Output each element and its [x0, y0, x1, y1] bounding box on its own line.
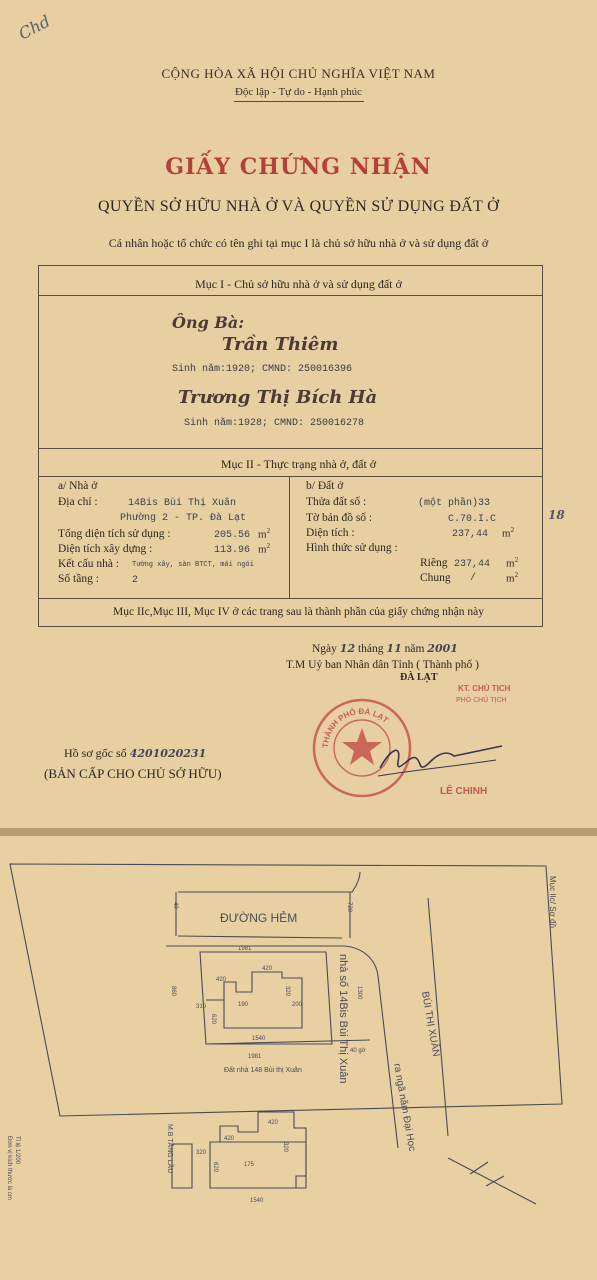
build-area-label: Diện tích xây dựng :	[58, 543, 153, 555]
margin-note: 18	[548, 508, 565, 522]
total-area-label: Tổng diện tích sử dụng :	[58, 528, 171, 540]
signer-name: LÊ CHINH	[440, 786, 488, 797]
plot-label: Thửa đất số :	[306, 496, 367, 508]
total-area-value: 205.56	[214, 530, 251, 541]
private-unit: $m^2$	[506, 556, 519, 570]
address-line2: Phường 2 - TP. Đà Lạt	[120, 513, 247, 524]
house-label: a/ Nhà ở	[58, 480, 98, 492]
owner2-info: Sinh năm:1928; CMND: 250016278	[184, 418, 365, 429]
street-label: BÙI THỊ XUÂN	[419, 990, 442, 1058]
side-label: Mục IIc/ Sơ đồ	[548, 876, 557, 928]
dim-310: 310	[196, 1004, 207, 1010]
dim-860: 860	[170, 986, 176, 997]
section1-heading: Mục I - Chủ sở hữu nhà ở và sử dụng đất ở	[195, 277, 402, 291]
area-unit: $m^2$	[502, 526, 515, 540]
dim-320: 320	[284, 986, 290, 997]
scale-note: Đơn vị kích thước là cm	[6, 1136, 12, 1200]
republic-header: CỘNG HÒA XÃ HỘI CHỦ NGHĨA VIỆT NAM	[161, 66, 436, 81]
certificate-table	[38, 265, 543, 627]
land-label: b/ Đất ở	[306, 480, 344, 492]
copy-note: (BẢN CẤP CHO CHỦ SỞ HỮU)	[44, 766, 222, 781]
dim-620: 620	[210, 1014, 216, 1025]
city: ĐÀ LẠT	[400, 672, 438, 683]
structure-value: Tường xây, sàn BTCT, mái ngói	[132, 561, 254, 569]
upper-plan-label: M.B TẦNG LẦU	[166, 1124, 173, 1174]
upper-floor	[210, 1112, 306, 1188]
section2-heading: Mục II - Thực trạng nhà ở, đất ở	[220, 457, 377, 471]
map-label: Tờ bản đồ số :	[306, 512, 373, 524]
record-line: Hồ sơ gốc số 4201020231	[64, 746, 207, 760]
scale-ratio: Tỉ lệ 1/200	[14, 1136, 20, 1165]
dim-40: 40	[172, 902, 178, 909]
dim-inner: 1540	[252, 1036, 266, 1042]
upper-outline	[210, 1142, 306, 1188]
dim-720: 720	[346, 902, 352, 913]
dim-200: 200	[292, 1002, 303, 1008]
handwritten-initial: Chd	[15, 11, 54, 44]
address-label: Địa chỉ :	[58, 496, 98, 508]
upper-balcony	[172, 1144, 192, 1188]
area-label: Diện tích :	[306, 527, 355, 539]
usage-label: Hình thức sử dụng :	[306, 542, 398, 554]
private-label: Riêng	[420, 557, 448, 569]
dim-top: 1981	[238, 946, 252, 952]
total-area-unit: $m^2$	[258, 527, 271, 541]
salutation: Ông Bà:	[172, 313, 245, 332]
north-arrow	[448, 1158, 536, 1204]
upper-dim-420b: 420	[268, 1120, 279, 1126]
neighbor-label: Đất nhà 148 Bùi thị Xuân	[224, 1067, 302, 1074]
column-divider	[289, 476, 290, 598]
structure-label: Kết cấu nhà :	[58, 558, 119, 570]
address-line1: 14Bis Bùi Thị Xuân	[128, 498, 237, 509]
alley-label: ĐƯỜNG HẺM	[220, 911, 298, 925]
floors-label: Số tầng :	[58, 573, 99, 585]
house-number-label: nhà số 14Bis Bùi Thị Xuân	[337, 954, 349, 1084]
dim-420a: 420	[216, 977, 227, 983]
motto-underline	[234, 101, 364, 102]
page-divider	[0, 828, 597, 836]
certificate-subtitle: QUYỀN SỞ HỮU NHÀ Ở VÀ QUYỀN SỬ DỤNG ĐẤT Ở	[98, 198, 499, 215]
alley-edge	[178, 872, 360, 892]
owner1-info: Sinh năm:1920; CMND: 250016396	[172, 364, 353, 375]
dim-depth: 1300	[356, 986, 362, 1000]
motto: Độc lập - Tự do - Hạnh phúc	[234, 86, 363, 98]
shared-label: Chung	[420, 572, 451, 584]
area-value: 237,44	[452, 529, 489, 540]
plot-value: (một phần)33	[418, 498, 491, 509]
upper-dim-320b: 320	[282, 1142, 288, 1153]
role-line1: KT. CHỦ TỊCH	[458, 684, 511, 693]
official-seal-and-signature	[306, 692, 506, 804]
shared-value: /	[470, 573, 477, 584]
lot-top-line	[178, 936, 342, 938]
owner2-name: Trương Thị Bích Hà	[178, 387, 378, 408]
divider	[38, 448, 543, 449]
dim-420b: 420	[262, 966, 273, 972]
upper-dim-320a: 320	[196, 1150, 207, 1156]
seal-text: THÀNH PHỐ ĐÀ LẠT	[320, 706, 390, 749]
upper-dim-175: 175	[244, 1162, 255, 1168]
map-value: C.70.I.C	[448, 514, 497, 525]
authority: T.M Uỷ ban Nhân dân Tỉnh ( Thành phố )	[286, 659, 479, 671]
footnote: Mục IIc,Mục III, Mục IV ở các trang sau là thành phần của giấy chứng nhận này	[112, 606, 485, 618]
divider	[38, 295, 543, 296]
date-line: Ngày 12 tháng 11 năm 2001	[312, 642, 458, 655]
private-value: 237,44	[454, 559, 491, 570]
certificate-title: GIẤY CHỨNG NHẬN	[165, 154, 432, 180]
dim-gutter: 40 gờ	[350, 1048, 366, 1054]
floors-value: 2	[132, 575, 139, 586]
upper-dim-420a: 420	[224, 1136, 235, 1142]
role-line2: PHÓ CHỦ TỊCH	[456, 697, 507, 704]
divider	[38, 598, 543, 599]
intro-text: Cá nhân hoặc tổ chức có tên ghi tại mục I là chủ sở hữu nhà ở và sử dụng đất ở	[108, 236, 489, 250]
upper-dim-620: 620	[212, 1162, 218, 1173]
build-area-value: 113.96	[214, 545, 251, 556]
dim-bottom: 1981	[248, 1054, 262, 1060]
site-plan-drawing	[0, 836, 597, 1280]
upper-dim-1540: 1540	[250, 1198, 264, 1204]
build-area-unit: $m^2$	[258, 542, 271, 556]
direction-label: ra ngã năm Đại Học	[391, 1062, 418, 1153]
divider	[38, 476, 543, 477]
dim-190: 190	[238, 1002, 249, 1008]
owner1-name: Trần Thiêm	[222, 334, 339, 355]
shared-unit: $m^2$	[506, 571, 519, 585]
